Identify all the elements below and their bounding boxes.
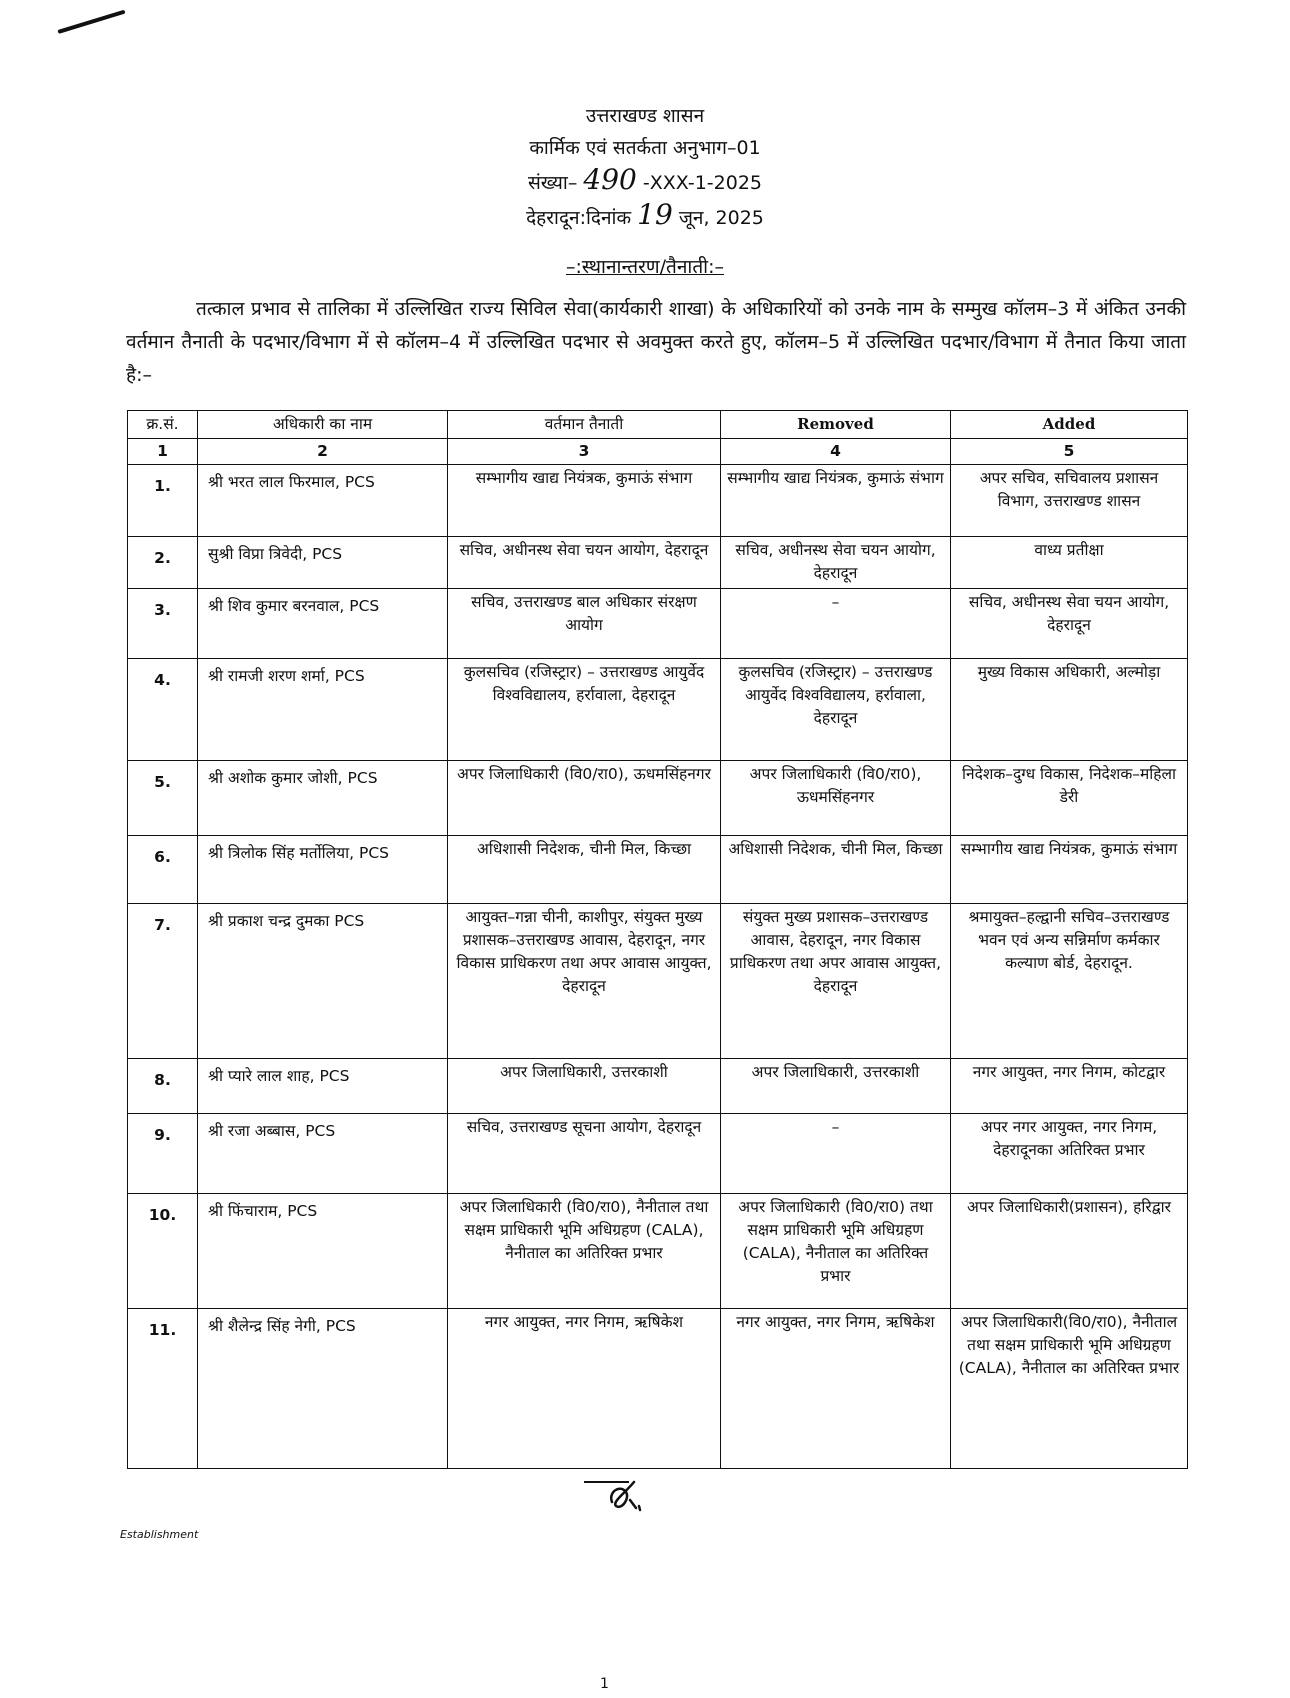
added-charge: सम्भागीय खाद्य नियंत्रक, कुमाऊं संभाग: [951, 836, 1188, 904]
added-charge: नगर आयुक्त, नगर निगम, कोटद्वार: [951, 1059, 1188, 1114]
table-row: [128, 465, 1188, 537]
current-posting: अपर जिलाधिकारी, उत्तरकाशी: [448, 1059, 721, 1114]
table-row: [128, 537, 1188, 589]
table-row: [128, 659, 1188, 761]
table-row: [128, 836, 1188, 904]
current-posting: अपर जिलाधिकारी (वि0/रा0), नैनीताल तथा सक्षम प्राधिकारी भूमि अधिग्रहण (CALA), नैनीताल का अतिरिक्त प्रभार: [448, 1194, 721, 1309]
column-number: 5: [951, 439, 1188, 465]
table-row: [128, 589, 1188, 659]
current-posting: सचिव, उत्तराखण्ड सूचना आयोग, देहरादून: [448, 1114, 721, 1194]
order-number: संख्या– 490 -XXX-1-2025: [527, 163, 763, 196]
column-number: 4: [721, 439, 951, 465]
serial-number: 5.: [128, 761, 198, 836]
serial-number: 2.: [128, 537, 198, 589]
current-posting: अपर जिलाधिकारी (वि0/रा0), ऊधमसिंहनगर: [448, 761, 721, 836]
table-row: [128, 1194, 1188, 1309]
removed-charge: अधिशासी निदेशक, चीनी मिल, किच्छा: [721, 836, 951, 904]
current-posting: सचिव, उत्तराखण्ड बाल अधिकार संरक्षण आयोग: [448, 589, 721, 659]
signature: [606, 1474, 646, 1525]
page-number: 1: [600, 1676, 609, 1692]
removed-charge: संयुक्त मुख्य प्रशासक–उत्तराखण्ड आवास, देहरादून, नगर विकास प्राधिकरण तथा अपर आवास आयुक्त, देहरादून: [721, 904, 951, 1059]
serial-number: 3.: [128, 589, 198, 659]
transfer-table: [127, 410, 1188, 1469]
header-current-posting: वर्तमान तैनाती: [448, 411, 721, 439]
table-row: [128, 904, 1188, 1059]
table-header-row: [128, 411, 1188, 439]
officer-name: श्री शैलेन्द्र सिंह नेगी, PCS: [198, 1309, 448, 1469]
removed-charge: सम्भागीय खाद्य नियंत्रक, कुमाऊं संभाग: [721, 465, 951, 537]
column-number-row: [128, 439, 1188, 465]
department-name: कार्मिक एवं सतर्कता अनुभाग–01: [529, 137, 761, 159]
added-charge: श्रमायुक्त–हल्द्वानी सचिव–उत्तराखण्ड भवन एवं अन्य सन्निर्माण कर्मकार कल्याण बोर्ड, देहरादून.: [951, 904, 1188, 1059]
serial-number: 7.: [128, 904, 198, 1059]
officer-name: श्री भरत लाल फिरमाल, PCS: [198, 465, 448, 537]
current-posting: सचिव, अधीनस्थ सेवा चयन आयोग, देहरादून: [448, 537, 721, 589]
document-header: [0, 100, 1290, 234]
column-number: 2: [198, 439, 448, 465]
column-number: 1: [128, 439, 198, 465]
removed-charge: –: [721, 589, 951, 659]
added-charge: अपर सचिव, सचिवालय प्रशासन विभाग, उत्तराखण्ड शासन: [951, 465, 1188, 537]
current-posting: अधिशासी निदेशक, चीनी मिल, किच्छा: [448, 836, 721, 904]
removed-charge: –: [721, 1114, 951, 1194]
current-posting: नगर आयुक्त, नगर निगम, ऋषिकेश: [448, 1309, 721, 1469]
serial-number: 10.: [128, 1194, 198, 1309]
pen-mark: [57, 10, 125, 34]
officer-name: श्री प्रकाश चन्द्र दुमका PCS: [198, 904, 448, 1059]
serial-number: 8.: [128, 1059, 198, 1114]
serial-number: 1.: [128, 465, 198, 537]
table-row: [128, 1309, 1188, 1469]
removed-charge: कुलसचिव (रजिस्ट्रार) – उत्तराखण्ड आयुर्वेद विश्वविद्यालय, हर्रावाला, देहरादून: [721, 659, 951, 761]
added-charge: अपर जिलाधिकारी(वि0/रा0), नैनीताल तथा सक्षम प्राधिकारी भूमि अधिग्रहण (CALA), नैनीताल का अतिरिक्त प्रभार: [951, 1309, 1188, 1469]
officer-name: सुश्री विप्रा त्रिवेदी, PCS: [198, 537, 448, 589]
officer-name: श्री रजा अब्बास, PCS: [198, 1114, 448, 1194]
added-charge: अपर जिलाधिकारी(प्रशासन), हरिद्वार: [951, 1194, 1188, 1309]
officer-name: श्री प्यारे लाल शाह, PCS: [198, 1059, 448, 1114]
table-row: [128, 1059, 1188, 1114]
serial-number: 6.: [128, 836, 198, 904]
establishment-note: Establishment: [120, 1528, 199, 1541]
officer-name: श्री त्रिलोक सिंह मर्तोलिया, PCS: [198, 836, 448, 904]
header-serial: क्र.सं.: [128, 411, 198, 439]
handwritten-date: 19: [637, 198, 673, 231]
removed-charge: नगर आयुक्त, नगर निगम, ऋषिकेश: [721, 1309, 951, 1469]
govt-name: उत्तराखण्ड शासन: [585, 105, 705, 127]
subject-line: –:स्थानान्तरण/तैनाती:–: [566, 256, 724, 278]
serial-number: 4.: [128, 659, 198, 761]
added-charge: निदेशक–दुग्ध विकास, निदेशक–महिला डेरी: [951, 761, 1188, 836]
table-row: [128, 1114, 1188, 1194]
current-posting: सम्भागीय खाद्य नियंत्रक, कुमाऊं संभाग: [448, 465, 721, 537]
handwritten-number: 490: [583, 163, 637, 196]
current-posting: आयुक्त–गन्ना चीनी, काशीपुर, संयुक्त मुख्य प्रशासक–उत्तराखण्ड आवास, देहरादून, नगर विकास प्राधिकरण तथा अपर आवास आयुक्त, देहरादून: [448, 904, 721, 1059]
header-removed: Removed: [721, 411, 951, 439]
removed-charge: अपर जिलाधिकारी (वि0/रा0) तथा सक्षम प्राधिकारी भूमि अधिग्रहण (CALA), नैनीताल का अतिरिक्त प्रभार: [721, 1194, 951, 1309]
header-officer-name: अधिकारी का नाम: [198, 411, 448, 439]
removed-charge: अपर जिलाधिकारी, उत्तरकाशी: [721, 1059, 951, 1114]
added-charge: सचिव, अधीनस्थ सेवा चयन आयोग, देहरादून: [951, 589, 1188, 659]
intro-paragraph: तत्काल प्रभाव से तालिका में उल्लिखित राज्य सिविल सेवा(कार्यकारी शाखा) के अधिकारियों को उनके नाम के सम्मुख कॉलम–3 में अंकित उनकी वर्तमान तैनाती के पदभार/विभाग में से कॉलम–4 में उल्लिखित पदभार से अवमुक्त करते हुए, कॉलम–5 में उल्लिखित पदभार/विभाग में तैनात किया जाता है:–: [126, 298, 1186, 386]
added-charge: मुख्य विकास अधिकारी, अल्मोड़ा: [951, 659, 1188, 761]
header-added: Added: [951, 411, 1188, 439]
officer-name: श्री रामजी शरण शर्मा, PCS: [198, 659, 448, 761]
officer-name: श्री फिंचाराम, PCS: [198, 1194, 448, 1309]
order-date: देहरादून:दिनांक 19 जून, 2025: [526, 198, 764, 231]
officer-name: श्री शिव कुमार बरनवाल, PCS: [198, 589, 448, 659]
serial-number: 9.: [128, 1114, 198, 1194]
added-charge: वाध्य प्रतीक्षा: [951, 537, 1188, 589]
column-number: 3: [448, 439, 721, 465]
serial-number: 11.: [128, 1309, 198, 1469]
current-posting: कुलसचिव (रजिस्ट्रार) – उत्तराखण्ड आयुर्वेद विश्वविद्यालय, हर्रावाला, देहरादून: [448, 659, 721, 761]
table-row: [128, 761, 1188, 836]
removed-charge: अपर जिलाधिकारी (वि0/रा0), ऊधमसिंहनगर: [721, 761, 951, 836]
removed-charge: सचिव, अधीनस्थ सेवा चयन आयोग, देहरादून: [721, 537, 951, 589]
signature-mark: [606, 1474, 646, 1516]
added-charge: अपर नगर आयुक्त, नगर निगम, देहरादूनका अतिरिक्त प्रभार: [951, 1114, 1188, 1194]
officer-name: श्री अशोक कुमार जोशी, PCS: [198, 761, 448, 836]
